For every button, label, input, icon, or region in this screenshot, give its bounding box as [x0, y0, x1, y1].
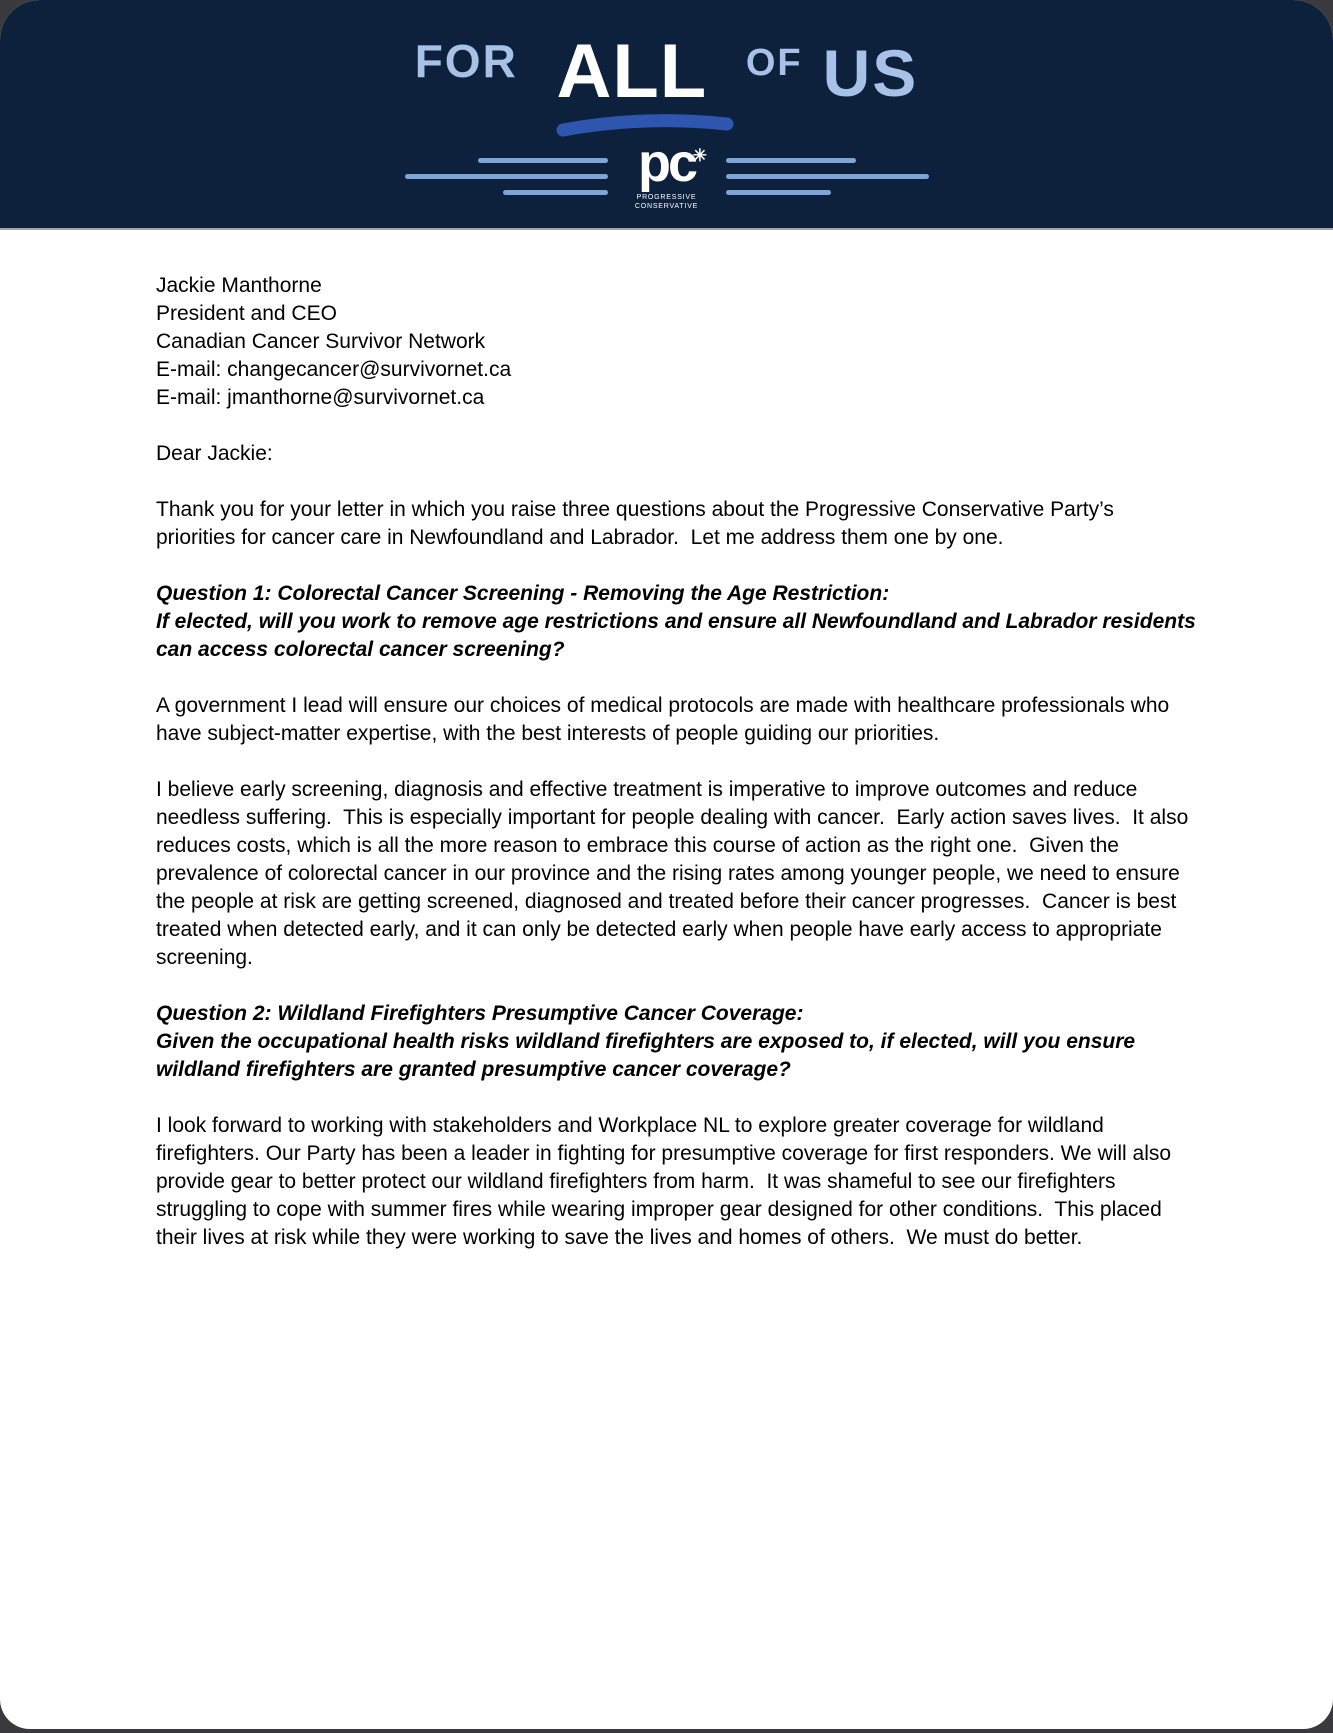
- recipient-email-1: E-mail: changecancer@survivornet.ca: [156, 358, 512, 381]
- for-all-of-us-logo: [414, 29, 919, 137]
- recipient-email-2: E-mail: jmanthorne@survivornet.ca: [156, 386, 485, 409]
- question-2-title: Question 2: Wildland Firefighters Presumptive Cancer Coverage:: [156, 1002, 804, 1025]
- pc-logo-text: [637, 133, 708, 193]
- pc-logo-row: [403, 133, 931, 211]
- question-2-heading: [156, 1000, 1197, 1084]
- pc-letters: pc: [637, 133, 696, 193]
- answer-2-paragraph-1: I look forward to working with stakeholders and Workplace NL to explore greater coverage for wildland firefighters. Our Party has been a leader in fighting for presumptive coverage for first responders. We will also provide gear to better protect our wildland firefighters from harm. It was shameful to see our firefighters struggling to cope with summer fires while wearing improper gear designed for other conditions. This placed their lives at risk while they were working to save the lives and homes of others. We must do better.: [156, 1114, 1177, 1249]
- question-2-text: Given the occupational health risks wildland firefighters are exposed to, if elected, will you ensure wildland firefighters are granted presumptive cancer coverage?: [156, 1030, 1141, 1081]
- recipient-title: President and CEO: [156, 302, 337, 325]
- pc-party-logo: [632, 133, 708, 211]
- intro-paragraph: Thank you for your letter in which you raise three questions about the Progressive Conservative Party’s priorities for cancer care in Newfoundland and Labrador. Let me address them one by one.: [156, 498, 1120, 549]
- recipient-block: [156, 272, 1197, 412]
- question-1-text: If elected, will you work to remove age restrictions and ensure all Newfoundland and Labrador residents can access colorectal cancer screening?: [156, 610, 1202, 661]
- answer-1-paragraph-2: I believe early screening, diagnosis and effective treatment is imperative to improve outcomes and reduce needless suffering. This is especially important for people dealing with cancer. Early action saves lives. It also reduces costs, which is all the more reason to embrace this course of action as the right one. Given the prevalence of colorectal cancer in our province and the rising rates among younger people, we need to ensure the people at risk are getting screened, diagnosed and treated before their cancer progresses. Cancer is best treated when detected early, and it can only be detected early when people have early access to appropriate screening.: [156, 778, 1195, 969]
- question-1-title: Question 1: Colorectal Cancer Screening - Removing the Age Restriction:: [156, 582, 890, 605]
- recipient-organization: Canadian Cancer Survivor Network: [156, 330, 486, 353]
- question-1-heading: [156, 580, 1202, 664]
- slogan-word-for: FOR: [414, 35, 518, 87]
- pc-caption-line1: PROGRESSIVE: [636, 194, 697, 202]
- pc-caption-line2: CONSERVATIVE: [634, 202, 699, 210]
- recipient-name: Jackie Manthorne: [156, 274, 322, 297]
- answer-1-paragraph-1: A government I lead will ensure our choices of medical protocols are made with healthcare professionals who have subject-matter expertise, with the best interests of people guiding our priorities.: [156, 694, 1176, 745]
- pc-logo-caption: [635, 194, 698, 211]
- slogan-word-all: ALL: [556, 29, 708, 114]
- slogan-all-group: [530, 29, 734, 137]
- pc-emblem-icon: ✳: [692, 146, 708, 165]
- speed-lines-left-icon: [403, 158, 608, 195]
- speed-lines-right-icon: [726, 158, 931, 195]
- letter-body: [0, 230, 1333, 1252]
- salutation: Dear Jackie:: [156, 442, 273, 465]
- slogan-word-of: OF: [745, 42, 803, 84]
- letterhead-banner: [0, 0, 1333, 230]
- slogan-word-us: US: [822, 36, 919, 110]
